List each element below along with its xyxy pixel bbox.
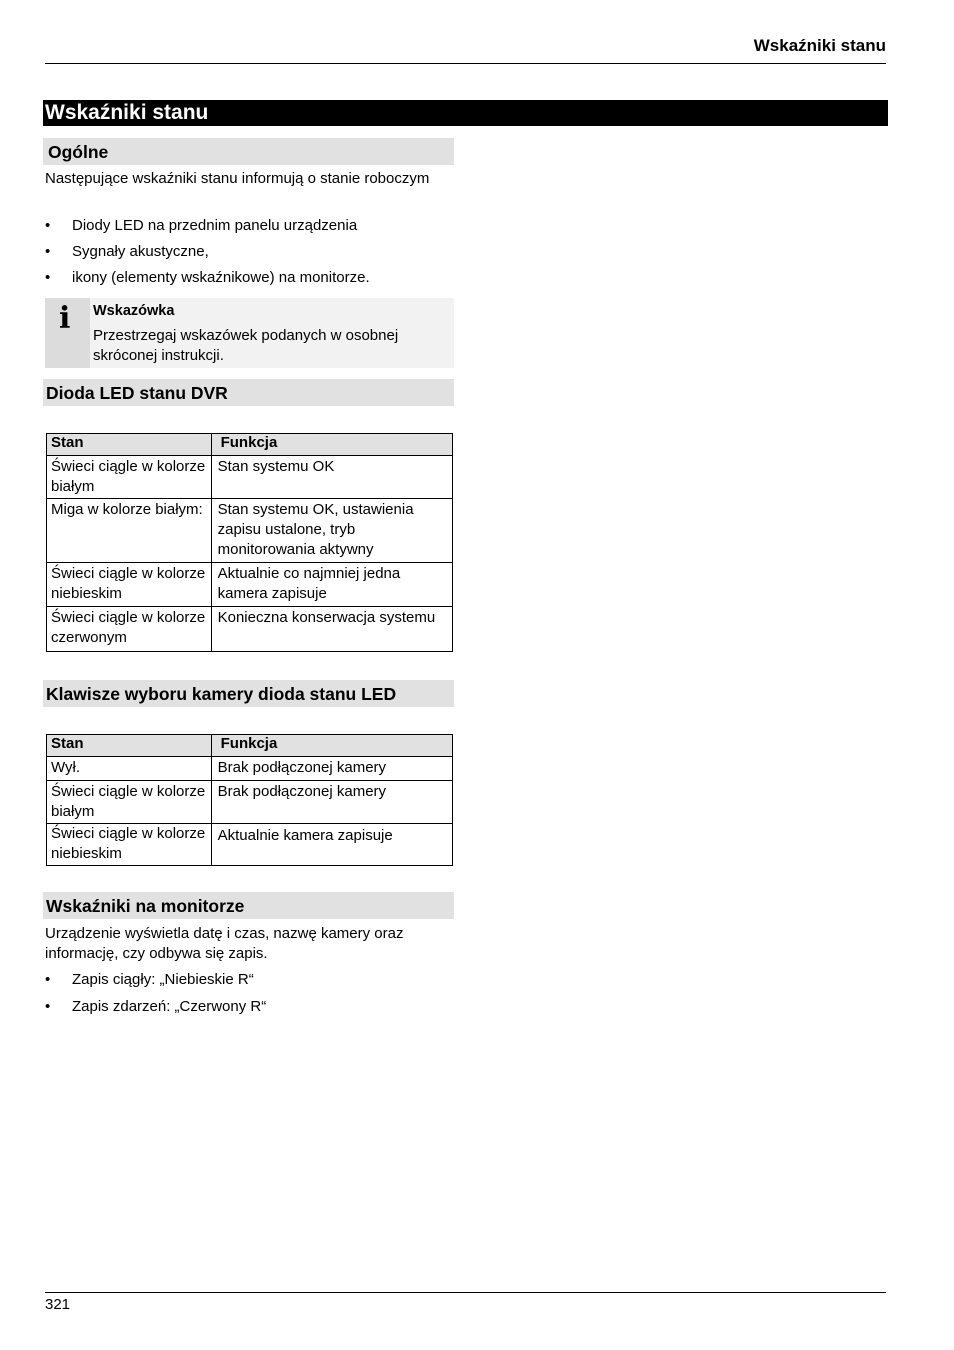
table-row bbox=[47, 824, 453, 866]
table-row bbox=[47, 607, 453, 652]
bullet-icon: • bbox=[45, 971, 51, 988]
table-cell-state: Świeci ciągle w kolorze niebieskim bbox=[47, 824, 212, 866]
list-item-text: Sygnały akustyczne, bbox=[72, 243, 209, 260]
table-cell-state: Świeci ciągle w kolorze niebieskim bbox=[47, 563, 212, 607]
table-cell-function: Aktualnie co najmniej jedna kamera zapisuje bbox=[211, 563, 452, 607]
table-header-row bbox=[47, 434, 453, 456]
page-number: 321 bbox=[45, 1296, 71, 1313]
running-header-title: Wskaźniki stanu bbox=[753, 36, 886, 55]
column-header-state: Stan bbox=[47, 434, 212, 456]
table-cell-function: Stan systemu OK bbox=[211, 456, 452, 499]
table-cell-function: Konieczna konserwacja systemu bbox=[211, 607, 452, 652]
bullet-icon: • bbox=[45, 217, 51, 234]
table-cell-state: Świeci ciągle w kolorze czerwonym bbox=[47, 607, 212, 652]
list-item-text: ikony (elementy wskaźnikowe) na monitorze. bbox=[72, 269, 370, 286]
list-item-text: Zapis zdarzeń: „Czerwony R“ bbox=[72, 998, 267, 1015]
section-heading-monitor: Wskaźniki na monitorze bbox=[43, 892, 454, 919]
column-header-function: Funkcja bbox=[211, 434, 452, 456]
table-row bbox=[47, 781, 453, 824]
table-row bbox=[47, 563, 453, 607]
table-cell-function: Brak podłączonej kamery bbox=[211, 757, 452, 781]
note-icon-box bbox=[45, 298, 90, 368]
bullet-icon: • bbox=[45, 269, 51, 286]
table-cell-function: Stan systemu OK, ustawienia zapisu ustalone, tryb monitorowania aktywny bbox=[211, 499, 452, 563]
section-heading-general: Ogólne bbox=[43, 138, 454, 165]
table-header-row bbox=[47, 735, 453, 757]
note-text: Przestrzegaj wskazówek podanych w osobnej skróconej instrukcji. bbox=[93, 327, 399, 364]
table-row bbox=[47, 456, 453, 499]
list-item-text: Diody LED na przednim panelu urządzenia bbox=[72, 217, 358, 234]
table-cell-function: Brak podłączonej kamery bbox=[211, 781, 452, 824]
section-heading-dvr-led: Dioda LED stanu DVR bbox=[43, 379, 454, 406]
general-intro: Następujące wskaźniki stanu informują o stanie roboczym bbox=[45, 170, 430, 187]
info-icon: i bbox=[59, 301, 71, 336]
column-header-function: Funkcja bbox=[211, 735, 452, 757]
column-header-state: Stan bbox=[47, 735, 212, 757]
monitor-intro: Urządzenie wyświetla datę i czas, nazwę kamery oraz informację, czy odbywa się zapis. bbox=[45, 925, 404, 962]
table-row bbox=[47, 757, 453, 781]
table-cell-state: Wył. bbox=[47, 757, 212, 781]
table-cell-state: Świeci ciągle w kolorze białym bbox=[47, 456, 212, 499]
table-cell-function: Aktualnie kamera zapisuje bbox=[211, 824, 452, 866]
running-header bbox=[45, 36, 886, 64]
bullet-icon: • bbox=[45, 243, 51, 260]
section-heading-camera-keys: Klawisze wyboru kamery dioda stanu LED bbox=[43, 680, 454, 707]
note-title: Wskazówka bbox=[93, 303, 175, 319]
table-cell-state: Miga w kolorze białym: bbox=[47, 499, 212, 563]
dvr-led-table bbox=[46, 433, 453, 652]
table-cell-state: Świeci ciągle w kolorze białym bbox=[47, 781, 212, 824]
table-row bbox=[47, 499, 453, 563]
note-box bbox=[45, 298, 454, 368]
bullet-icon: • bbox=[45, 998, 51, 1015]
page-title: Wskaźniki stanu bbox=[43, 100, 888, 126]
page-footer bbox=[45, 1292, 886, 1313]
camera-keys-table bbox=[46, 734, 453, 866]
list-item-text: Zapis ciągły: „Niebieskie R“ bbox=[72, 971, 254, 988]
